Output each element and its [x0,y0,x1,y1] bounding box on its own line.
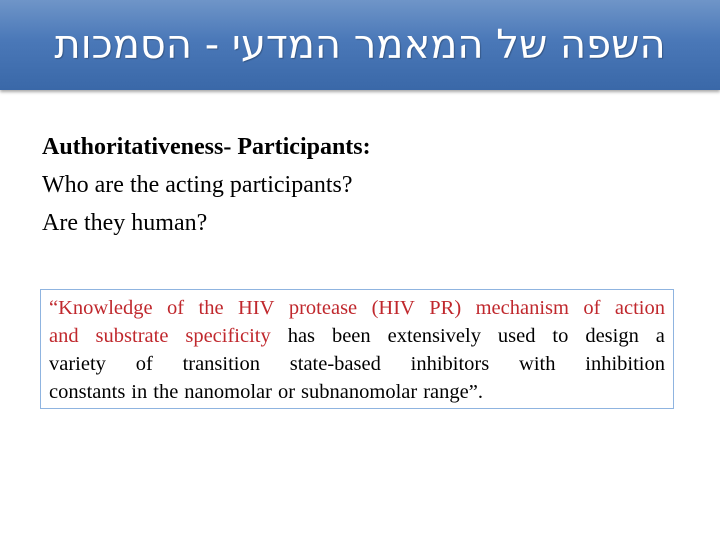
quote-word: in [131,381,148,403]
quote-word: variety [49,353,106,375]
quote-word: state-based [289,353,381,375]
quote-word: HIV [238,297,275,319]
quote-word: been [331,325,371,347]
quote-word: subnanomolar [301,381,418,403]
quote-word: “Knowledge [49,297,153,319]
quote-word: inhibitors [410,353,490,375]
quote-word: extensively [387,325,481,347]
quote-word: and [49,325,79,347]
quote-word: action [614,297,665,319]
quote-word: substrate [95,325,169,347]
question-acting-participants: Who are the acting participants? [42,172,353,198]
quote-word: nanomolar [184,381,272,403]
quote-word: has [287,325,316,347]
quote-word: used [497,325,536,347]
quote-word: protease [288,297,358,319]
slide-title: השפה של המאמר המדעי - הסמכות [54,22,666,68]
quote-word: specificity [185,325,271,347]
quote-word: inhibition [585,353,665,375]
quote-word: of [135,353,153,375]
quote-word: of [583,297,601,319]
quote-word: a [655,325,665,347]
quote-box [40,289,674,409]
quote-word: range”. [423,381,483,403]
quote-word: transition [182,353,260,375]
quote-word: with [519,353,556,375]
quote-line-1 [49,294,665,322]
quote-word: mechanism [475,297,569,319]
quote-word: design [585,325,639,347]
quote-word: the [198,297,224,319]
quote-word: constants [49,381,126,403]
quote-word: or [277,381,296,403]
quote-word: of [167,297,185,319]
slide-body [42,128,682,242]
quote-word: the [153,381,179,403]
quote-word: (HIV [371,297,415,319]
quote-line-4 [49,378,665,406]
question-human: Are they human? [42,210,208,236]
quote-word: PR) [429,297,462,319]
quote-line-3 [49,350,665,378]
quote-word: to [552,325,569,347]
quote-line-2 [49,322,665,350]
title-bar [0,0,720,90]
body-heading: Authoritativeness- Participants: [42,134,371,160]
